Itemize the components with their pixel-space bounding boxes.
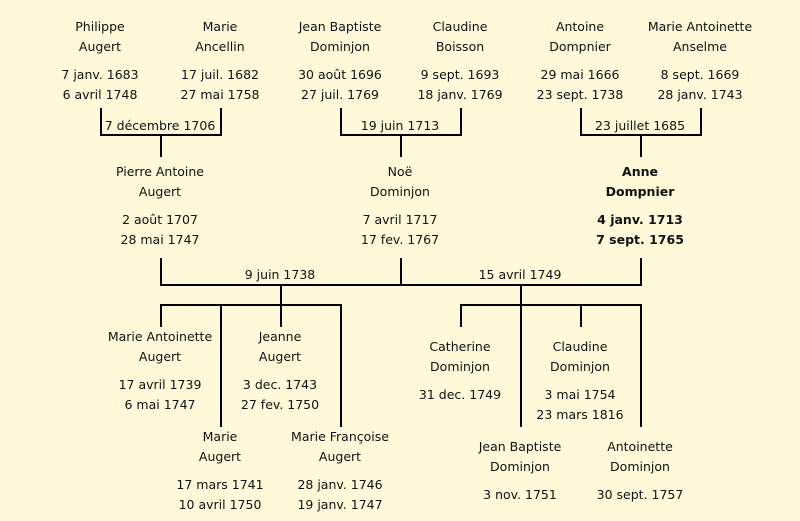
- given-name: Jean Baptiste: [298, 19, 382, 34]
- connector-line: [160, 305, 162, 327]
- surname: Dompnier: [605, 184, 675, 199]
- given-name: Marie: [202, 429, 238, 444]
- connector-line: [400, 258, 402, 286]
- given-name: Anne: [622, 164, 658, 179]
- surname: Dominjon: [370, 184, 430, 199]
- surname: Dominjon: [610, 459, 670, 474]
- given-name: Marie Françoise: [291, 429, 389, 444]
- given-name: Claudine: [432, 19, 488, 34]
- person-marie-antoinette-anselme: [625, 17, 775, 105]
- surname: Dominjon: [310, 39, 370, 54]
- birth-date: 3 mai 1754: [544, 387, 616, 402]
- given-name: Jean Baptiste: [478, 439, 562, 454]
- given-name: Marie: [202, 19, 238, 34]
- surname: Ancellin: [195, 39, 245, 54]
- surname: Augert: [258, 349, 302, 364]
- connector-line: [700, 108, 702, 136]
- surname: Dominjon: [490, 459, 550, 474]
- surname: Augert: [318, 449, 362, 464]
- marriage-date: 19 juin 1713: [360, 118, 440, 133]
- connector-line: [160, 304, 342, 306]
- marriage-date: 9 juin 1738: [244, 267, 316, 282]
- connector-line: [400, 135, 402, 157]
- birth-date: 31 dec. 1749: [418, 387, 502, 402]
- death-date: 27 mai 1758: [180, 87, 260, 102]
- given-name: Antoinette: [607, 439, 673, 454]
- surname: Dominjon: [550, 359, 610, 374]
- birth-date: 30 août 1696: [298, 67, 382, 82]
- connector-line: [640, 135, 642, 157]
- given-name: Antoine: [555, 19, 605, 34]
- person-antoinette-dominjon: [565, 437, 715, 505]
- given-name: Marie Antoinette: [647, 19, 753, 34]
- person-noe-dominjon: [325, 162, 475, 250]
- surname: Dompnier: [549, 39, 611, 54]
- birth-date: 29 mai 1666: [540, 67, 620, 82]
- connector-line: [580, 108, 582, 136]
- connector-line: [160, 135, 162, 157]
- given-name: Marie Antoinette: [107, 329, 213, 344]
- connector-line: [580, 305, 582, 327]
- given-name: Pierre Antoine: [116, 164, 204, 179]
- birth-date: 2 août 1707: [122, 212, 198, 227]
- death-date: 23 sept. 1738: [536, 87, 624, 102]
- surname: Dominjon: [430, 359, 490, 374]
- given-name: Noë: [387, 164, 413, 179]
- death-date: 19 janv. 1747: [297, 497, 383, 512]
- person-marie-francoise-augert: [265, 427, 415, 515]
- birth-date: 4 janv. 1713: [597, 212, 683, 227]
- connector-line: [520, 285, 522, 305]
- death-date: 27 juil. 1769: [301, 87, 379, 102]
- person-anne-dompnier: [565, 162, 715, 250]
- surname: Anselme: [672, 39, 728, 54]
- birth-date: 8 sept. 1669: [660, 67, 740, 82]
- birth-date: 17 mars 1741: [176, 477, 264, 492]
- birth-date: 17 juil. 1682: [181, 67, 259, 82]
- connector-line: [220, 108, 222, 136]
- person-jeanne-augert: [205, 327, 355, 415]
- given-name: Philippe: [75, 19, 125, 34]
- marriage-date: 23 juillet 1685: [594, 118, 686, 133]
- death-date: 27 fev. 1750: [240, 397, 320, 412]
- birth-date: 7 avril 1717: [362, 212, 438, 227]
- death-date: 23 mars 1816: [536, 407, 624, 422]
- connector-line: [100, 108, 102, 136]
- birth-date: 3 nov. 1751: [483, 487, 557, 502]
- connector-line: [160, 258, 162, 286]
- death-date: 17 fev. 1767: [360, 232, 440, 247]
- connector-line: [160, 284, 642, 286]
- death-date: 10 avril 1750: [178, 497, 262, 512]
- surname: Boisson: [435, 39, 485, 54]
- marriage-date: 7 décembre 1706: [104, 118, 216, 133]
- surname: Augert: [138, 349, 182, 364]
- connector-line: [640, 258, 642, 286]
- death-date: 18 janv. 1769: [417, 87, 503, 102]
- birth-date: 9 sept. 1693: [420, 67, 500, 82]
- death-date: 28 janv. 1743: [657, 87, 743, 102]
- birth-date: 30 sept. 1757: [596, 487, 684, 502]
- birth-date: 28 janv. 1746: [297, 477, 383, 492]
- given-name: Jeanne: [258, 329, 302, 344]
- given-name: Claudine: [552, 339, 608, 354]
- given-name: Catherine: [429, 339, 491, 354]
- connector-line: [460, 304, 642, 306]
- connector-line: [460, 305, 462, 327]
- person-pierre-antoine-augert: [85, 162, 235, 250]
- death-date: 7 sept. 1765: [596, 232, 684, 247]
- surname: Augert: [138, 184, 182, 199]
- death-date: 6 avril 1748: [62, 87, 138, 102]
- surname: Augert: [78, 39, 122, 54]
- connector-line: [280, 285, 282, 305]
- death-date: 6 mai 1747: [124, 397, 196, 412]
- birth-date: 17 avril 1739: [118, 377, 202, 392]
- marriage-date: 15 avril 1749: [478, 267, 562, 282]
- death-date: 28 mai 1747: [120, 232, 200, 247]
- birth-date: 7 janv. 1683: [61, 67, 139, 82]
- connector-line: [340, 108, 342, 136]
- connector-line: [280, 305, 282, 327]
- person-claudine-dominjon: [505, 337, 655, 425]
- birth-date: 3 dec. 1743: [242, 377, 318, 392]
- connector-line: [460, 108, 462, 136]
- surname: Augert: [198, 449, 242, 464]
